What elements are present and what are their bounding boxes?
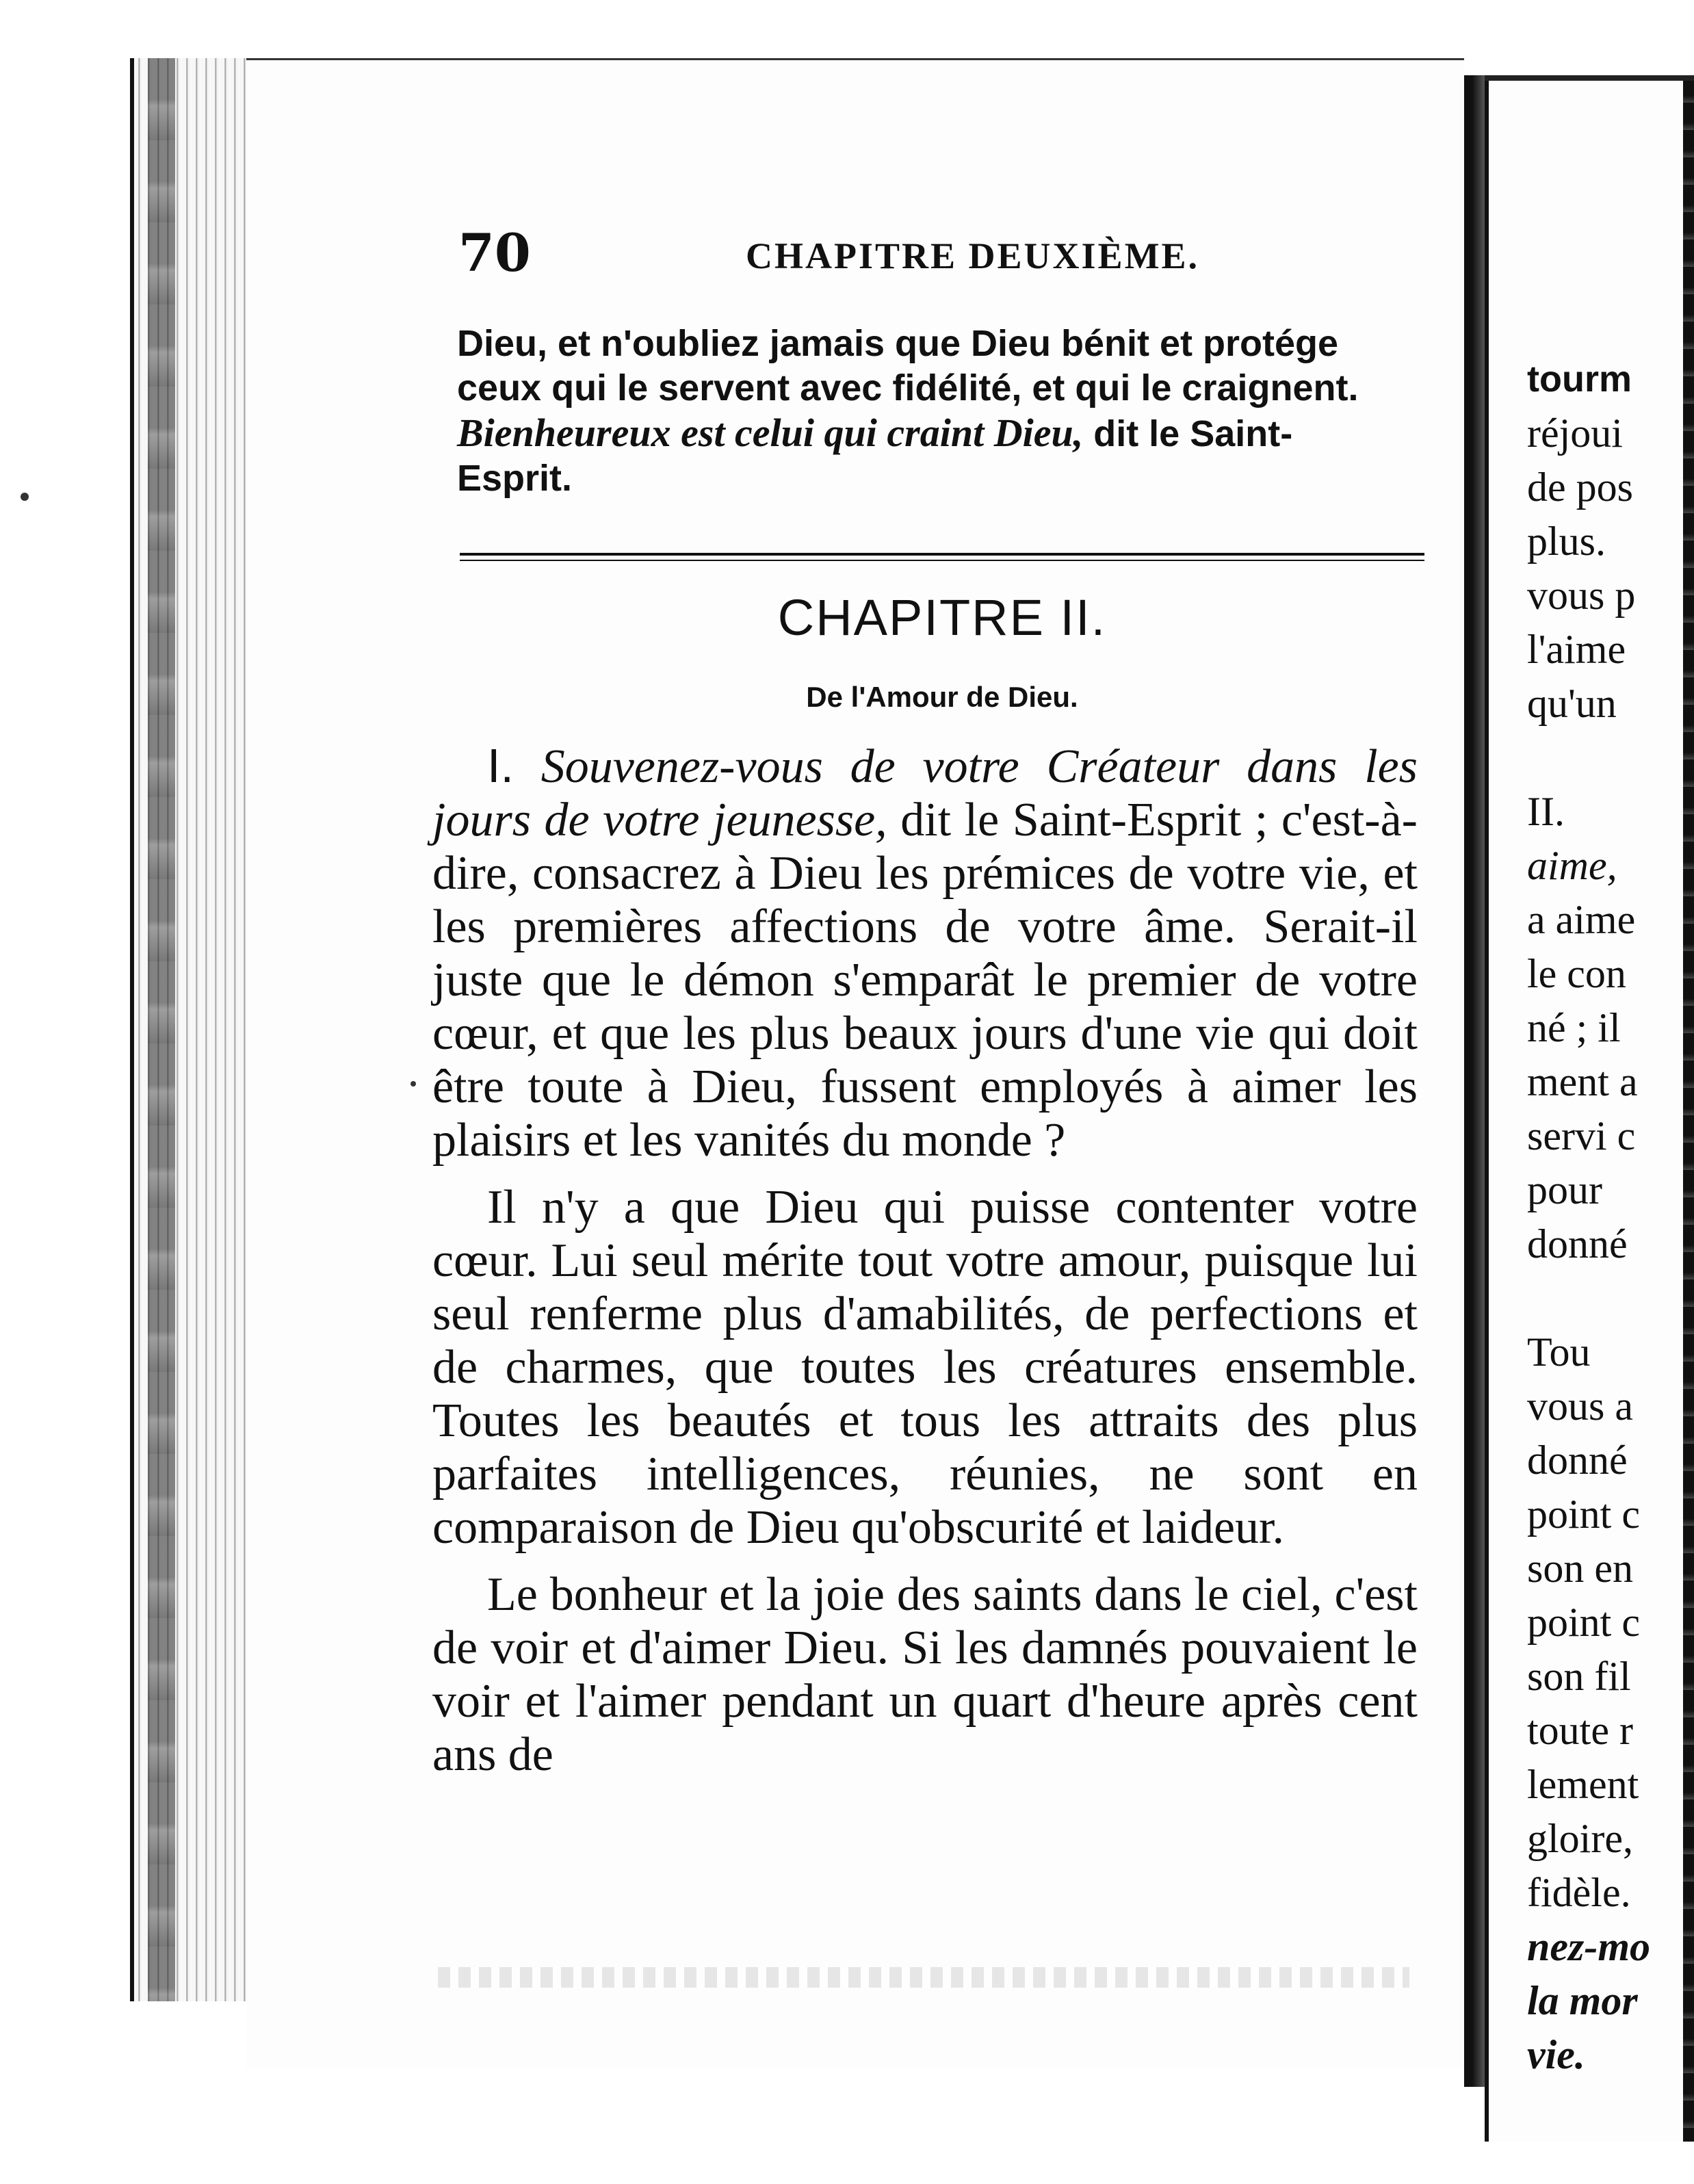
right-line: toute r [1527, 1708, 1633, 1753]
chapter-title: CHAPITRE II. [777, 589, 1107, 646]
chapter-subtitle: De l'Amour de Dieu. [806, 681, 1078, 713]
paragraph-2: Il n'y a que Dieu qui puisse contenter votre cœur. Lui seul mérite tout votre amour, puisque lui seul renferme plus d'amabilités, de perfections et de charmes, que toutes les créatures ensemble. Toutes les beautés et tous les attraits des plus parfaites intelligences, réunies, ne sont en comparaison de Dieu qu'obscurité et laideur. [432, 1181, 1418, 1554]
right-line: a aime [1527, 897, 1636, 942]
right-line: point c [1527, 1600, 1640, 1645]
right-line: donné [1527, 1221, 1628, 1266]
intro-quote: Bienheureux est celui qui craint Dieu, [457, 411, 1084, 455]
intro-quote-tail: dit le Saint- [1083, 413, 1293, 454]
right-line [1527, 731, 1694, 785]
right-line: aime, [1527, 843, 1617, 888]
right-line: II. [1527, 789, 1565, 834]
intro-line-2: ceux qui le servent avec fidélité, et qui le craignent. [457, 367, 1359, 408]
section-rule [460, 553, 1424, 556]
right-line: l'aime [1527, 627, 1626, 672]
right-line: son fil [1527, 1654, 1631, 1699]
right-line: le con [1527, 951, 1626, 996]
intro-line-1: Dieu, et n'oubliez jamais que Dieu bénit et protége [457, 323, 1339, 364]
right-line: vous a [1527, 1383, 1633, 1429]
book-gutter [1464, 75, 1485, 2087]
right-line: de pos [1527, 465, 1633, 510]
scan-speck [411, 1081, 416, 1087]
right-line: pour [1527, 1167, 1602, 1212]
paragraph-3: Le bonheur et la joie des saints dans le ciel, c'est de voir et d'aimer Dieu. Si les damnés pouvaient le voir et l'aimer pendant un quart d'heure après cent ans de [432, 1568, 1418, 1781]
right-line: la mor [1527, 1978, 1638, 2023]
running-head: CHAPITRE DEUXIÈME. [746, 235, 1200, 276]
paragraph-1-text: dit le Saint-Esprit ; c'est-à-dire, consacrez à Dieu les prémices de votre vie, et les premières affections de votre âme. Serait-il juste que le démon s'emparât le premier de votre cœur, et que les plus beaux jours d'une vie qui doit être toute à Dieu, fussent employés à aimer les plaisirs et les vanités du monde ? [432, 794, 1418, 1167]
right-line [1527, 1271, 1694, 1325]
right-line: son en [1527, 1546, 1633, 1591]
right-line: plus. [1527, 519, 1606, 564]
right-line: né ; il [1527, 1005, 1621, 1050]
right-line: vie. [1527, 2032, 1585, 2077]
chapter-body [432, 739, 1418, 1795]
page-number: 70 [458, 222, 531, 283]
right-line: nez-mo [1527, 1924, 1650, 1969]
page-header [458, 222, 1416, 284]
right-line: point c [1527, 1492, 1640, 1537]
paragraph-number: I. [487, 739, 514, 792]
stacked-page-edges [130, 58, 254, 2001]
right-line: vous p [1527, 573, 1636, 618]
right-line: lement [1527, 1762, 1639, 1807]
right-line: fidèle. [1527, 1870, 1631, 1915]
right-line: ment a [1527, 1059, 1638, 1104]
right-line: donné [1527, 1438, 1628, 1483]
right-line: réjoui [1527, 411, 1623, 456]
right-line: tourm [1527, 359, 1632, 400]
paragraph-1-quote: Souvenez-vous de votre Créateur dans les jours de votre jeunesse, [432, 740, 1418, 846]
right-line: qu'un [1527, 681, 1617, 726]
right-page-text [1527, 352, 1694, 2082]
intro-paragraph [457, 322, 1422, 501]
intro-line-4: Esprit. [457, 458, 573, 499]
section-rule-thin [460, 560, 1424, 561]
right-line: servi c [1527, 1113, 1636, 1158]
bleed-through-line [438, 1967, 1409, 1988]
intro-line-3 [457, 411, 1422, 456]
right-line: gloire, [1527, 1816, 1633, 1861]
right-page-top-edge [1485, 75, 1694, 81]
right-line: Tou [1527, 1329, 1591, 1375]
scan-speck [21, 493, 29, 501]
paragraph-1 [432, 739, 1418, 1167]
